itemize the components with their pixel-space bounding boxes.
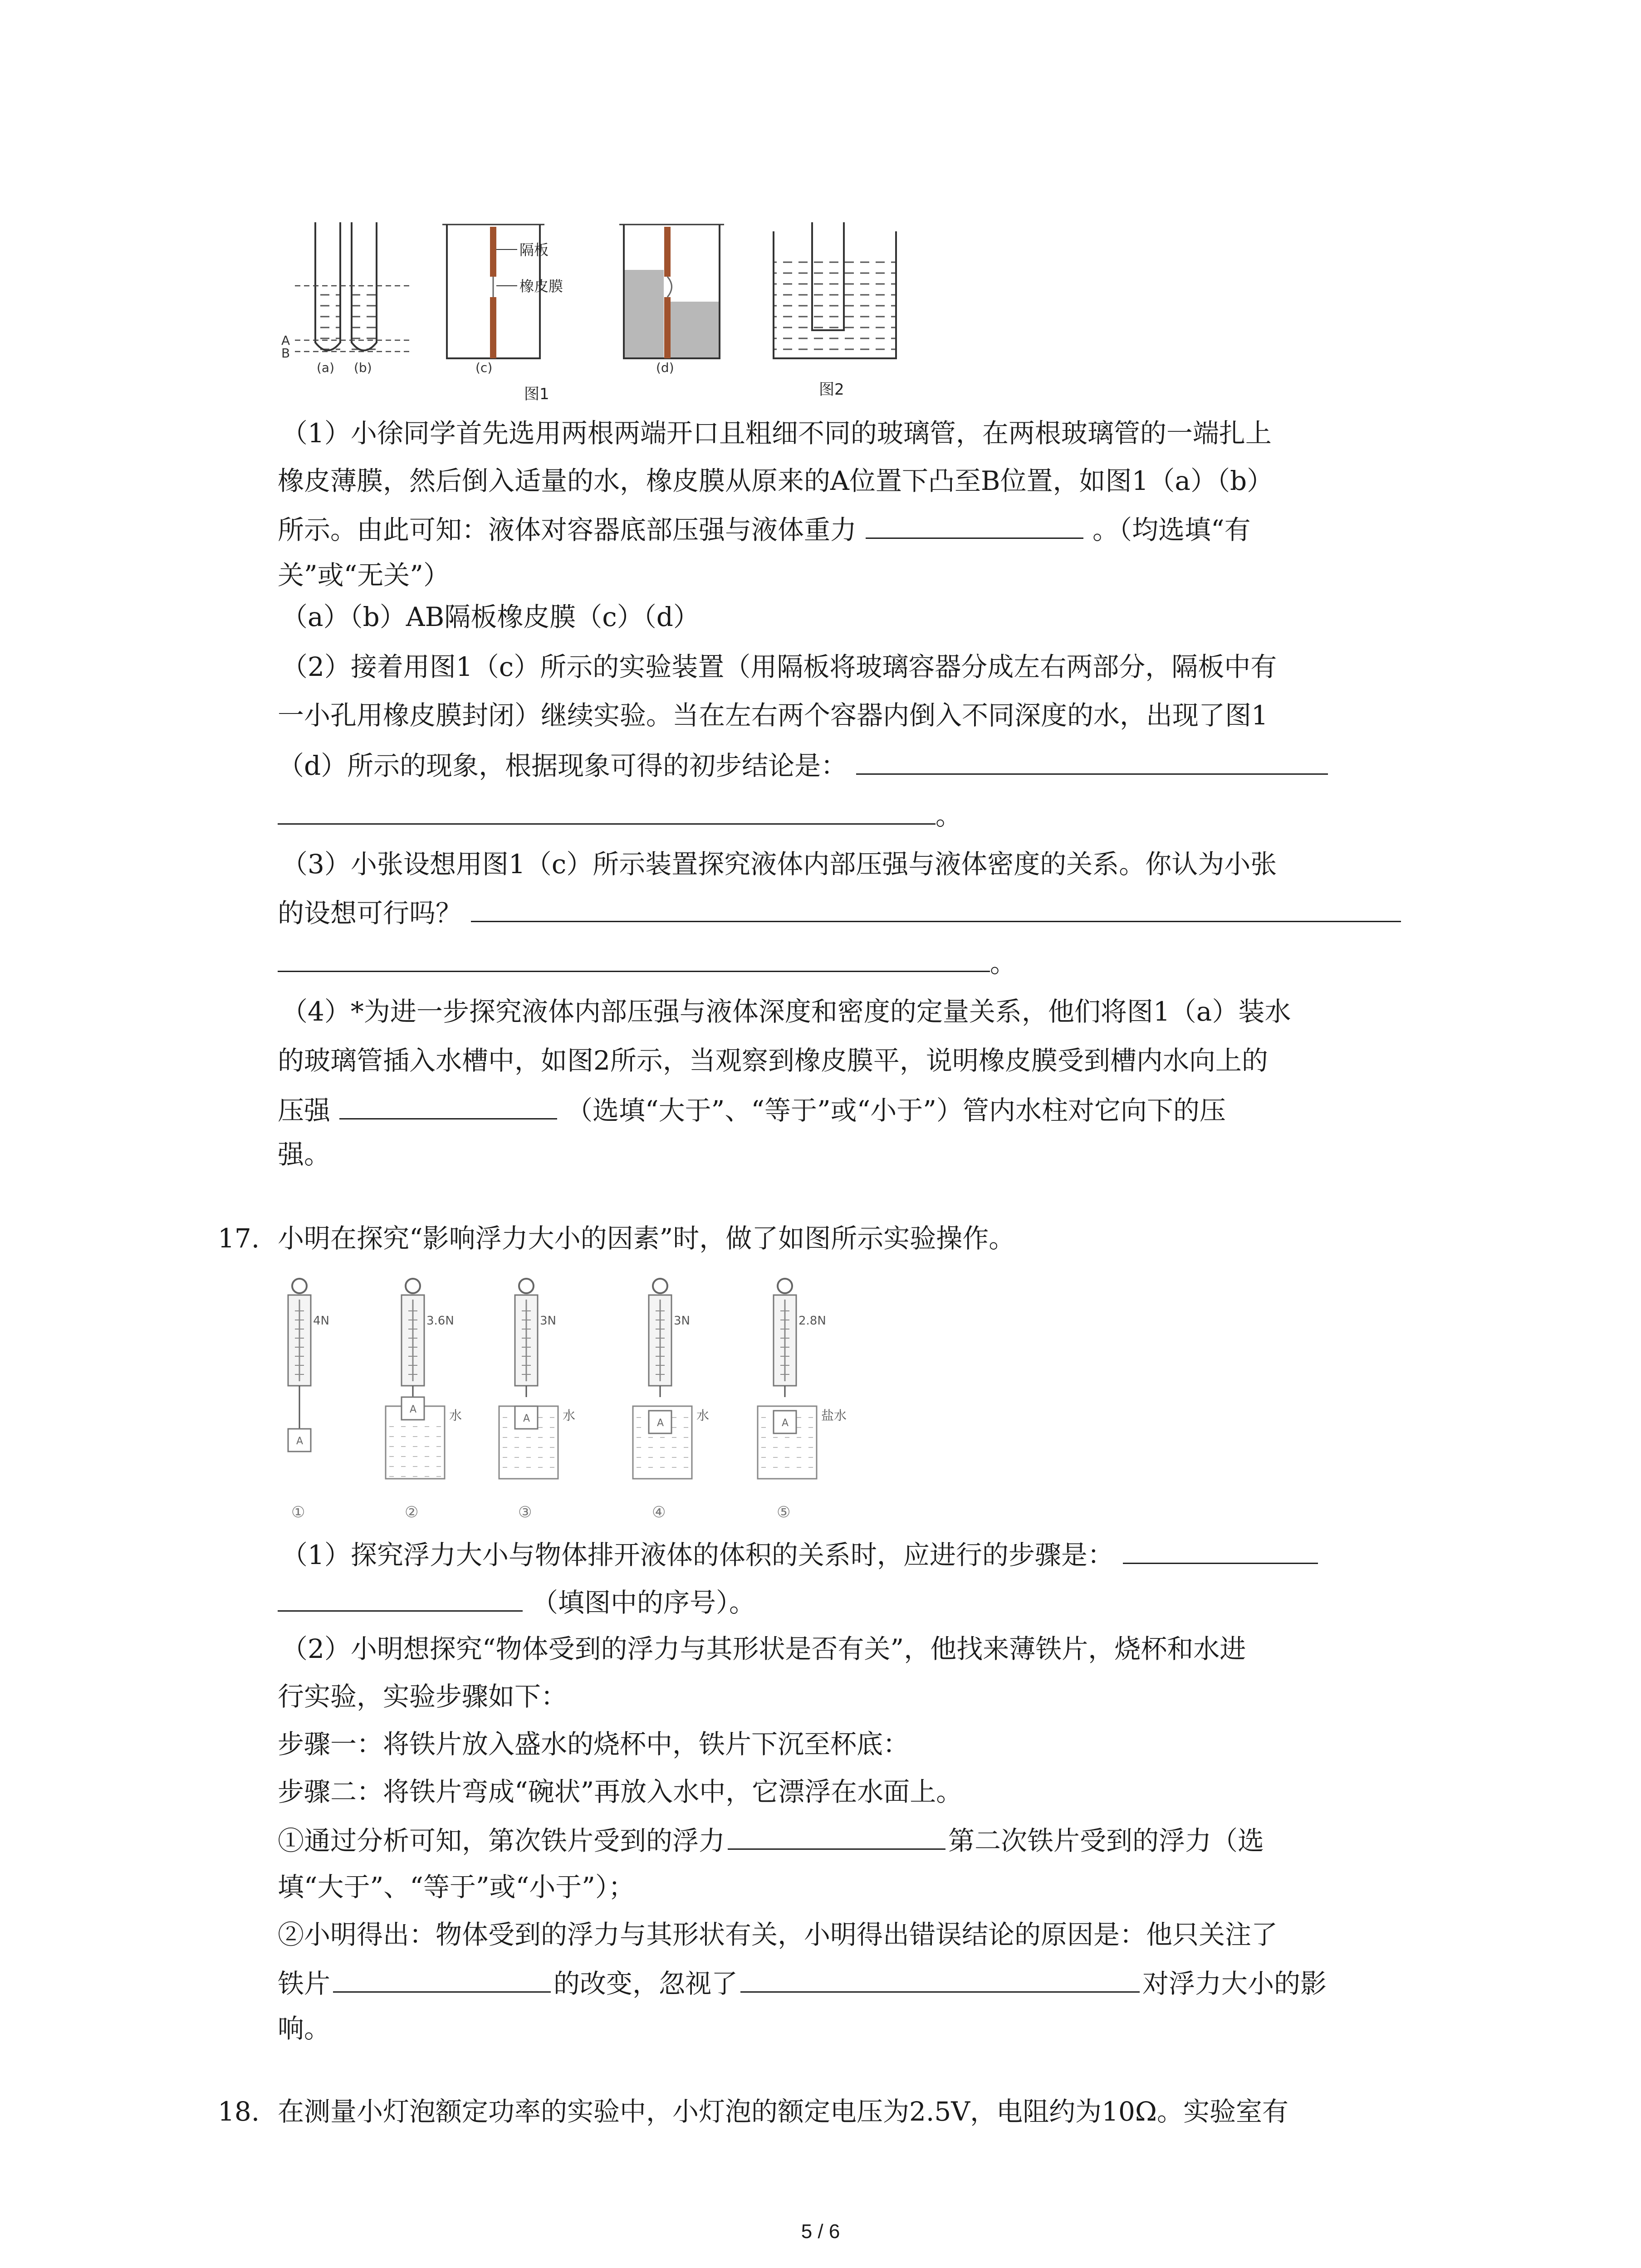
spring-scale-5 — [758, 1279, 847, 1521]
q17-p1-line1-text: （1）探究浮力大小与物体排开液体的体积的关系时，应进行的步骤是： — [281, 1540, 1114, 1570]
figure-1-and-2 — [272, 213, 935, 413]
spring-scale-3 — [499, 1279, 575, 1521]
caption-fig1: 图1 — [524, 385, 549, 403]
tube-b — [352, 222, 377, 352]
q17-p2-line8a: 铁片 — [278, 1968, 331, 1999]
step-label-1: ① — [291, 1503, 305, 1521]
q17-stem: 小明在探究“影响浮力大小的因素”时，做了如图所示实验操作。 — [278, 1223, 1015, 1254]
scale-ring-4 — [653, 1279, 667, 1293]
label-membrane: 橡皮膜 — [519, 278, 563, 295]
answer-blank-q17-1a[interactable] — [1123, 1535, 1318, 1564]
answer-blank-q16-4[interactable] — [339, 1091, 557, 1119]
spring-scale-2 — [386, 1279, 462, 1521]
liquid-label-4: 水 — [696, 1408, 710, 1423]
scale-reading-4: 3N — [674, 1314, 690, 1328]
figure-q17-spring-scales — [272, 1275, 930, 1529]
q17-p1-line1 — [281, 1535, 1318, 1573]
page-number: 5 / 6 — [801, 2220, 840, 2243]
q16-p2-line2: 一小孔用橡皮膜封闭）继续实验。当在左右两个容器内倒入不同深度的水，出现了图1 — [278, 700, 1268, 731]
q16-p2-line1: （2）接着用图1（c）所示的实验装置（用隔板将玻璃容器分成左右两部分，隔板中有 — [281, 651, 1277, 682]
q16-p1-line3a: 所示。由此可知：液体对容器底部压强与液体重力 — [278, 514, 857, 545]
scale-ring-5 — [778, 1279, 792, 1293]
block-label-4: A — [657, 1418, 664, 1429]
q17-p2-line4: 步骤二：将铁片弯成“碗状”再放入水中，它漂浮在水面上。 — [278, 1776, 963, 1807]
q17-p2-line3: 步骤一：将铁片放入盛水的烧杯中，铁片下沉至杯底： — [278, 1729, 910, 1760]
q16-p4-line4: 强。 — [278, 1139, 331, 1170]
spring-scale-1 — [288, 1279, 329, 1521]
q17-p2-line1: （2）小明想探究“物体受到的浮力与其形状是否有关”，他找来薄铁片，烧杯和水进 — [281, 1633, 1246, 1664]
q16-p4-line3a: 压强 — [278, 1095, 331, 1126]
answer-blank-q17-2a[interactable] — [728, 1821, 945, 1850]
q17-p1-line2 — [278, 1583, 755, 1621]
liquid-label-5: 盐水 — [821, 1408, 847, 1423]
answer-blank-q16-1[interactable] — [866, 510, 1083, 539]
q17-p2-line5b: 第二次铁片受到的浮力（选 — [948, 1825, 1264, 1856]
label-A: A — [281, 333, 290, 348]
step-label-4: ④ — [652, 1503, 666, 1521]
q16-p3-line1: （3）小张设想用图1（c）所示装置探究液体内部压强与液体密度的关系。你认为小张 — [281, 849, 1277, 880]
q16-p2-line4-text: 。 — [936, 800, 962, 831]
q16-p2-line4 — [278, 796, 962, 834]
q17-p2-line7: ②小明得出：物体受到的浮力与其形状有关，小明得出错误结论的原因是：他只关注了 — [278, 1919, 1278, 1950]
scale-ring-1 — [292, 1279, 307, 1293]
q16-p4-line3b: （选填“大于”、“等于”或“小于”）管内水柱对它向下的压 — [566, 1095, 1226, 1126]
q16-p1-line4: 关”或“无关”） — [278, 560, 450, 591]
label-a: (a) — [317, 360, 335, 375]
answer-blank-q17-1b[interactable] — [278, 1583, 523, 1612]
q16-p3-line2 — [278, 894, 1401, 931]
q16-p1-line5: （a）（b）AB隔板橡皮膜（c）（d） — [281, 601, 700, 632]
tube-a — [315, 222, 340, 352]
scale-ring-2 — [406, 1279, 420, 1293]
answer-blank-q16-3b[interactable] — [278, 943, 990, 972]
scale-ring-3 — [519, 1279, 534, 1293]
step-label-2: ② — [405, 1503, 419, 1521]
figure-2-tank — [774, 222, 896, 358]
q16-p3-line3-text: 。 — [990, 948, 1017, 978]
scale-reading-3: 3N — [540, 1314, 556, 1328]
step-label-5: ⑤ — [777, 1503, 791, 1521]
spring-scale-4 — [633, 1279, 709, 1521]
block-label-3: A — [523, 1413, 530, 1424]
q17-p2-line2: 行实验，实验步骤如下： — [278, 1681, 568, 1712]
q17-p2-line5a: ①通过分析可知，第次铁片受到的浮力 — [278, 1825, 725, 1856]
answer-blank-q16-2b[interactable] — [278, 796, 936, 825]
block-label-1: A — [296, 1436, 304, 1447]
q16-p3-line2-text: 的设想可行吗？ — [278, 898, 462, 929]
scale-reading-1: 4N — [313, 1314, 329, 1328]
q18-stem: 在测量小灯泡额定功率的实验中，小灯泡的额定电压为2.5V，电阻约为10Ω。实验室有 — [278, 2096, 1289, 2127]
liquid-label-2: 水 — [449, 1408, 462, 1423]
q18-number: 18. — [218, 2096, 260, 2127]
q16-p1-line1: （1）小徐同学首先选用两根两端开口且粗细不同的玻璃管，在两根玻璃管的一端扎上 — [281, 418, 1272, 449]
answer-blank-q16-3a[interactable] — [471, 894, 1401, 922]
label-b: (b) — [354, 360, 372, 375]
container-d — [619, 225, 724, 358]
step-label-3: ③ — [518, 1503, 532, 1521]
q16-p3-line3 — [278, 943, 1016, 981]
answer-blank-q17-2b[interactable] — [333, 1964, 551, 1993]
scale-reading-2: 3.6N — [426, 1314, 454, 1328]
q17-p2-line8 — [278, 1964, 1327, 2002]
block-label-5: A — [782, 1418, 789, 1429]
q17-number: 17. — [218, 1223, 260, 1254]
q16-p1-line2: 橡皮薄膜，然后倒入适量的水，橡皮膜从原来的A位置下凸至B位置，如图1（a）（b） — [278, 465, 1274, 496]
q16-p2-line3 — [278, 746, 1328, 784]
answer-blank-q17-2c[interactable] — [740, 1964, 1140, 1993]
q16-p4-line1: （4）*为进一步探究液体内部压强与液体深度和密度的定量关系，他们将图1（a）装水 — [281, 996, 1291, 1027]
answer-blank-q16-2a[interactable] — [856, 746, 1328, 775]
q17-p2-line8c: 对浮力大小的影 — [1142, 1968, 1327, 1999]
q17-p2-line8b: 的改变，忽视了 — [554, 1968, 738, 1999]
label-B: B — [281, 346, 290, 361]
block-label-2: A — [410, 1404, 417, 1415]
label-c: (c) — [475, 360, 493, 375]
q17-p2-line9: 响。 — [278, 2013, 331, 2044]
label-partition: 隔板 — [519, 241, 549, 259]
q17-p2-line6: 填“大于”、“等于”或“小于”）； — [278, 1872, 635, 1902]
scale-reading-5: 2.8N — [798, 1314, 826, 1328]
q17-p1-line2-text: （填图中的序号）。 — [532, 1587, 756, 1618]
caption-fig2: 图2 — [819, 381, 844, 399]
q16-p1-line3 — [278, 510, 1251, 548]
q16-p4-line3 — [278, 1091, 1226, 1129]
q16-p2-line3-text: （d）所示的现象，根据现象可得的初步结论是： — [278, 750, 847, 781]
q16-p1-line3b: 。（均选填“有 — [1092, 514, 1251, 545]
q16-p4-line2: 的玻璃管插入水槽中，如图2所示，当观察到橡皮膜平，说明橡皮膜受到槽内水向上的 — [278, 1045, 1268, 1076]
liquid-label-3: 水 — [563, 1408, 576, 1423]
q17-p2-line5 — [278, 1821, 1264, 1859]
label-d: (d) — [656, 360, 674, 375]
